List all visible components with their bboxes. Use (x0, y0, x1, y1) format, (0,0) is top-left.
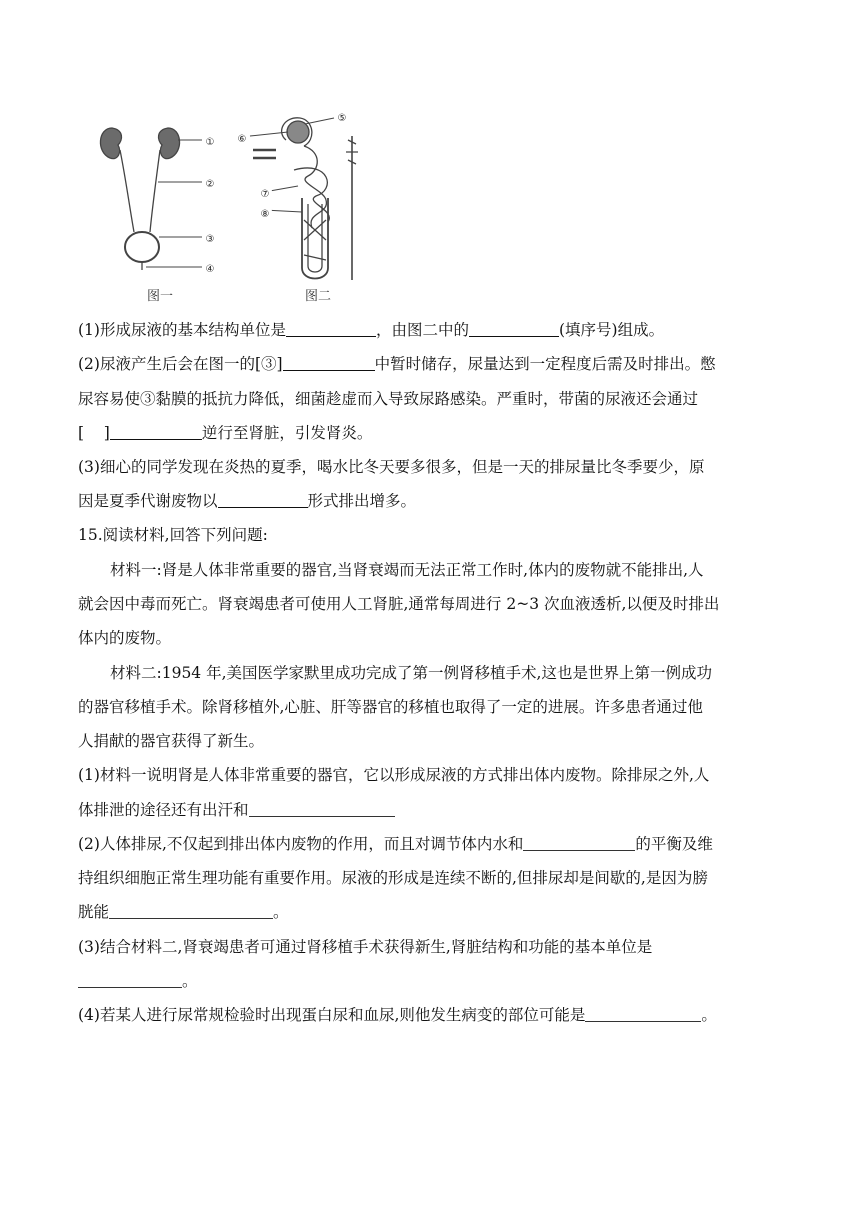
bladder (125, 232, 159, 262)
label-2 (203, 175, 217, 190)
answer-blank[interactable] (523, 834, 635, 851)
figure-drawing (90, 100, 390, 305)
svg-text:③: ③ (205, 234, 215, 245)
q15-part3-line1: (3)结合材料二,肾衰竭患者可通过肾移植手术获得新生,肾脏结构和功能的基本单位是 (78, 938, 653, 956)
answer-blank[interactable] (249, 800, 395, 817)
answer-blank[interactable] (283, 354, 375, 371)
label-3 (203, 230, 217, 245)
left-ureter (120, 150, 134, 232)
answer-blank[interactable] (469, 320, 559, 337)
label-4 (203, 260, 217, 275)
q14-part3-line1: (3)细心的同学发现在炎热的夏季，喝水比冬天要多很多，但是一天的排尿量比冬季要少，原 (78, 458, 705, 476)
q15-part1-line1: (1)材料一说明肾是人体非常重要的器官，它以形成尿液的方式排出体内废物。除排尿之外,人 (78, 766, 710, 784)
svg-text:①: ① (205, 137, 215, 148)
svg-text:⑥: ⑥ (237, 134, 247, 145)
q15-part3-line2: 。 (78, 970, 198, 992)
q14-part3-line2: 因是夏季代谢废物以 形式排出增多。 (78, 492, 417, 510)
material2-line2: 的器官移植手术。除肾移植外,心脏、肝等器官的移植也取得了一定的进展。许多患者通过他 (78, 698, 703, 716)
answer-blank[interactable] (218, 491, 308, 508)
svg-text:⑧: ⑧ (260, 209, 270, 220)
material1-line1: 材料一:肾是人体非常重要的器官,当肾衰竭而无法正常工作时,体内的废物就不能排出,人 (110, 561, 704, 579)
answer-blank[interactable] (109, 902, 273, 919)
label-1 (203, 133, 217, 148)
material1-line2: 就会因中毒而死亡。肾衰竭患者可使用人工肾脏,通常每周进行 2~3 次血液透析,以便及时排出 (78, 595, 720, 613)
label-5 (335, 109, 349, 124)
material1-line3: 体内的废物。 (78, 629, 172, 647)
right-ureter (150, 150, 160, 232)
material2-line1: 材料二:1954 年,美国医学家默里成功完成了第一例肾移植手术,这也是世界上第一例成功 (110, 664, 712, 682)
q15-part4: (4)若某人进行尿常规检验时出现蛋白尿和血尿,则他发生病变的部位可能是 。 (78, 1006, 717, 1024)
label-6 (235, 130, 249, 145)
q14-part2-line1: (2)尿液产生后会在图一的[③] 中暂时储存，尿量达到一定程度后需及时排出。憋 (78, 355, 716, 373)
q15-part1-line2: 体排泄的途径还有出汗和 (78, 799, 395, 821)
q14-part2-line2: 尿容易使③黏膜的抵抗力降低，细菌趁虚而入导致尿路感染。严重时，带菌的尿液还会通过 (78, 390, 699, 408)
answer-blank[interactable] (110, 423, 202, 440)
material2-line3: 人捐献的器官获得了新生。 (78, 732, 265, 750)
answer-blank[interactable] (78, 971, 182, 988)
svg-text:④: ④ (205, 264, 215, 275)
right-kidney (158, 128, 179, 159)
q15-title: 15.阅读材料,回答下列问题: (78, 526, 268, 544)
figure-one-drawing (100, 128, 202, 270)
svg-text:⑦: ⑦ (260, 189, 270, 200)
label-8 (258, 205, 272, 220)
answer-blank[interactable] (286, 320, 376, 337)
capillary-network (294, 168, 329, 222)
q15-part2-line1: (2)人体排尿,不仅起到排出体内废物的作用，而且对调节体内水和 的平衡及维 (78, 835, 713, 853)
q15-part2-line3: 胱能 。 (78, 903, 289, 921)
svg-text:⑤: ⑤ (337, 113, 347, 124)
q14-part1: (1)形成尿液的基本结构单位是 ，由图二中的 (填序号)组成。 (78, 321, 665, 339)
label-7 (258, 185, 272, 200)
q14-part2-line3: [ ] 逆行至肾脏，引发肾炎。 (78, 424, 373, 442)
figure-one-caption: 图一 (146, 289, 174, 304)
answer-blank[interactable] (585, 1005, 701, 1022)
svg-text:②: ② (205, 179, 215, 190)
left-kidney (100, 128, 121, 159)
figure-two-caption: 图二 (304, 289, 332, 304)
q15-part2-line2: 持组织细胞正常生理功能有重要作用。尿液的形成是连续不断的,但排尿却是间歇的,是因为膀 (78, 869, 708, 887)
urinary-system-figure (90, 100, 390, 305)
